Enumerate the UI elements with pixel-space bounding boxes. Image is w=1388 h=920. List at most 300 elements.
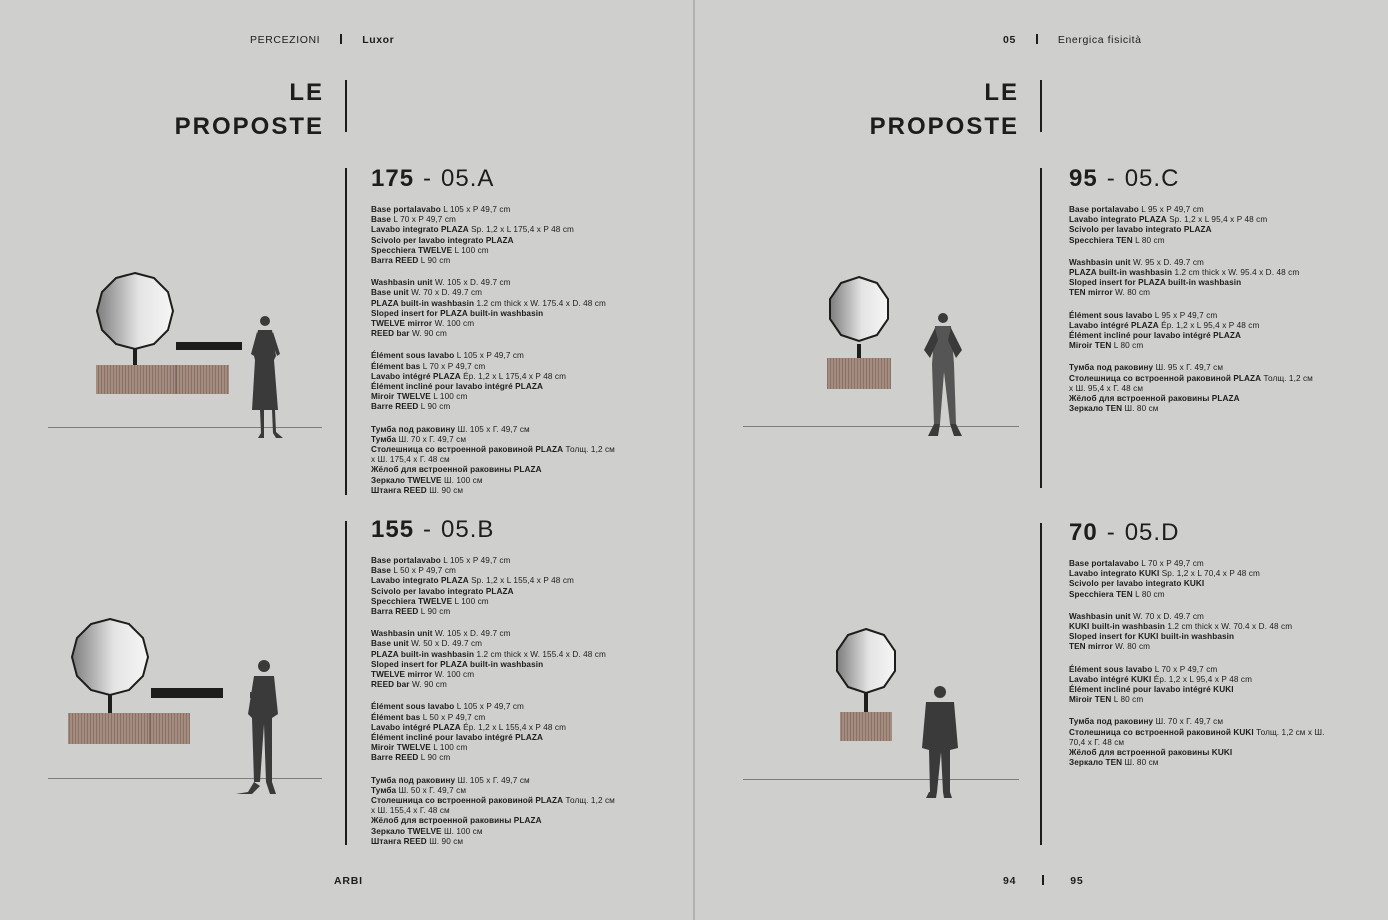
spec-line (371, 576, 671, 586)
spec-line (371, 713, 671, 723)
spec-item-name: Жёлоб для встроенной раковины PLAZA (1069, 394, 1240, 404)
spec-line (371, 702, 671, 712)
composition-code (371, 166, 671, 192)
spec-item-name: Lavabo intégré PLAZA (1069, 320, 1159, 330)
spec-line (1069, 642, 1369, 652)
spec-item-name: TWELVE mirror (371, 670, 433, 680)
spec-item-dimensions: Ép. 1,2 x L 155,4 x P 48 cm (460, 722, 567, 732)
section-divider (345, 521, 347, 845)
spec-item-dimensions: L 105 x P 49,7 cm (454, 702, 524, 712)
spec-line (1069, 685, 1369, 695)
footer-divider (1042, 875, 1044, 885)
slatted-cabinet (96, 365, 229, 394)
twelve-mirror (97, 273, 173, 349)
spec-line (1069, 738, 1369, 748)
spec-item-name: Élément incliné pour lavabo intégré KUKI (1069, 685, 1234, 695)
spec-item-name: Élément incliné pour lavabo intégré PLAZA (1069, 331, 1241, 341)
spec-line (371, 776, 671, 786)
person-figure (922, 686, 958, 798)
spec-item-name: Base portalavabo (371, 556, 441, 565)
spec-line (1069, 590, 1369, 600)
page-title-left (175, 76, 324, 144)
spec-line (371, 566, 671, 576)
spec-line (1069, 569, 1369, 579)
spec-item-dimensions: Толщ. 1,2 см (563, 796, 615, 806)
composition-code (371, 517, 671, 543)
spec-line (1069, 288, 1369, 298)
spec-item-name: Specchiera TWELVE (371, 596, 453, 606)
spec-item-name: Specchiera TWELVE (371, 245, 453, 255)
spec-line (371, 786, 671, 796)
spec-item-dimensions: L 70 x P 49,7 cm (420, 361, 486, 371)
spec-item-name: Sloped insert for PLAZA built-in washbasin (371, 659, 544, 669)
spec-item-dimensions: 70,4 x Г. 48 см (1069, 737, 1125, 747)
spec-item-dimensions: Толщ. 1,2 см x Ш. (1253, 727, 1325, 737)
spec-line (371, 806, 671, 816)
spec-item-dimensions: L 95 x P 49,7 cm (1152, 310, 1218, 320)
spec-item-name: Base unit (371, 639, 409, 649)
spec-line (371, 299, 671, 309)
spec-item-name: Столешница со встроенной раковиной PLAZA (371, 796, 564, 806)
spec-item-name: Зеркало TEN (1069, 758, 1123, 768)
page-title-right (870, 76, 1019, 144)
spec-line (371, 629, 671, 639)
spec-item-dimensions: 1.2 cm thick x W. 70.4 x D. 48 cm (1165, 622, 1293, 632)
spec-line (371, 278, 671, 288)
spec-item-name: Scivolo per lavabo integrato KUKI (1069, 579, 1205, 589)
spec-item-name: Тумба под раковину (371, 775, 456, 785)
spec-item-name: Жёлоб для встроенной раковины KUKI (1069, 748, 1233, 758)
spec-item-name: Жёлоб для встроенной раковины PLAZA (371, 816, 542, 826)
spec-item-name: Base portalavabo (1069, 205, 1139, 214)
spec-item-name: Lavabo integrato KUKI (1069, 569, 1160, 579)
spec-line (1069, 622, 1369, 632)
spec-line (371, 670, 671, 680)
spec-line (371, 288, 671, 298)
spec-item-dimensions: Ш. 105 x Г. 49,7 см (455, 775, 530, 785)
spec-line (1069, 258, 1369, 268)
spec-item-name: Lavabo intégré PLAZA (371, 722, 461, 732)
spec-item-dimensions: Ш. 70 x Г. 49,7 см (1153, 717, 1224, 727)
spec-group (1069, 665, 1369, 706)
spec-item-name: PLAZA built-in washbasin (1069, 268, 1173, 278)
spec-item-dimensions: L 80 cm (1132, 235, 1165, 245)
spec-line (1069, 758, 1369, 768)
spec-item-name: Lavabo integrato PLAZA (1069, 215, 1167, 225)
header-left (250, 34, 394, 46)
header-right (1003, 34, 1142, 46)
spec-line (1069, 632, 1369, 642)
spec-line (371, 660, 671, 670)
title-divider (1040, 80, 1042, 132)
spec-item-name: Scivolo per lavabo integrato PLAZA (371, 586, 514, 596)
spec-item-dimensions: Sp. 1,2 x L 155,4 x P 48 cm (468, 576, 574, 586)
title-line-1: LE (984, 79, 1019, 106)
spec-item-dimensions: L 80 cm (1111, 695, 1144, 705)
spec-item-dimensions: W. 80 cm (1112, 642, 1151, 652)
spec-item-name: Столешница со встроенной раковиной PLAZA (1069, 373, 1262, 383)
spec-item-name: TEN mirror (1069, 642, 1113, 652)
spec-line (371, 597, 671, 607)
spec-item-name: Base (371, 215, 391, 225)
spec-line (371, 476, 671, 486)
spec-item-dimensions: Ш. 70 x Г. 49,7 см (396, 434, 467, 444)
spec-item-name: Столешница со встроенной раковиной KUKI (1069, 727, 1254, 737)
spec-item-name: Тумба под раковину (1069, 717, 1154, 727)
header-theme: Energica fisicità (1057, 34, 1142, 46)
spec-item-name: Élément sous lavabo (1069, 310, 1153, 320)
spec-item-dimensions: x Ш. 95,4 x Г. 48 см (1069, 383, 1144, 393)
composition-code (1069, 166, 1369, 192)
section-divider (1040, 523, 1042, 845)
spec-group (371, 425, 671, 496)
spec-item-name: Base unit (371, 288, 409, 298)
spec-line (1069, 384, 1369, 394)
composition-illustration-b (64, 614, 334, 804)
spec-item-dimensions: Sp. 1,2 x L 95,4 x P 48 cm (1166, 215, 1268, 225)
spec-item-name: Зеркало TEN (1069, 404, 1123, 414)
spec-item-name: Base portalavabo (371, 205, 441, 214)
person-figure (236, 660, 278, 794)
spec-item-dimensions: L 100 cm (430, 743, 468, 753)
spec-item-dimensions: Толщ. 1,2 см (1261, 373, 1313, 383)
spec-item-dimensions: L 105 x P 49,7 cm (440, 205, 511, 214)
page-gutter (693, 0, 695, 920)
spec-line (1069, 675, 1369, 685)
spec-group (1069, 612, 1369, 653)
spec-line (1069, 695, 1369, 705)
footer-page-numbers (1003, 875, 1084, 887)
spec-group (371, 556, 671, 617)
spec-item-dimensions: L 90 cm (418, 402, 451, 412)
spec-item-name: Barre REED (371, 402, 419, 412)
spec-item-name: Lavabo integrato PLAZA (371, 576, 469, 586)
spec-item-dimensions: x Ш. 175,4 x Г. 48 см (371, 455, 450, 465)
header-brand: PERCEZIONI (250, 34, 321, 46)
spec-line (1069, 215, 1369, 225)
spec-item-dimensions: L 70 x P 49,7 cm (1152, 664, 1218, 674)
spec-line (371, 435, 671, 445)
spec-line (1069, 236, 1369, 246)
spec-line (371, 837, 671, 847)
spec-group (1069, 311, 1369, 352)
header-collection: Luxor (362, 34, 395, 46)
spec-line (371, 639, 671, 649)
spec-item-dimensions: W. 90 cm (409, 680, 447, 690)
spec-item-name: Тумба под раковину (1069, 363, 1154, 373)
spec-item-name: Base (371, 566, 391, 576)
spec-item-name: Штанга REED (371, 836, 427, 846)
spec-item-name: Зеркало TWELVE (371, 826, 442, 836)
spec-item-dimensions: L 100 cm (452, 596, 489, 606)
spec-item-name: Élément incliné pour lavabo intégré PLAZA (371, 382, 543, 392)
spec-item-dimensions: Ш. 90 см (426, 836, 464, 846)
spec-item-name: Washbasin unit (1069, 257, 1131, 267)
spec-line (371, 382, 671, 392)
spec-line (371, 215, 671, 225)
spec-item-name: Lavabo integrato PLAZA (371, 225, 469, 235)
code-dash: - (1106, 519, 1116, 546)
spec-line (371, 236, 671, 246)
spec-line (371, 816, 671, 826)
spec-item-dimensions: 1.2 cm thick x W. 155.4 x D. 48 cm (474, 649, 606, 659)
spec-group (371, 702, 671, 763)
code-dash: - (423, 165, 433, 192)
slatted-cabinet (840, 712, 892, 741)
spec-item-name: Élément bas (371, 712, 421, 722)
spec-line (1069, 278, 1369, 288)
spec-line (371, 753, 671, 763)
code-dash: - (1106, 165, 1116, 192)
person-figure (924, 313, 962, 436)
spec-group (1069, 717, 1369, 768)
section-divider (1040, 168, 1042, 488)
spec-line (371, 733, 671, 743)
spec-item-dimensions: W. 90 cm (409, 329, 447, 339)
spec-line (371, 587, 671, 597)
composition-size: 175 (371, 165, 415, 192)
spec-line (371, 743, 671, 753)
spec-line (371, 392, 671, 402)
spec-item-dimensions: L 100 cm (430, 392, 468, 402)
spec-line (1069, 404, 1369, 414)
spec-group (371, 776, 671, 847)
spec-item-name: Miroir TWELVE (371, 392, 431, 402)
spec-item-name: Scivolo per lavabo integrato PLAZA (1069, 225, 1212, 235)
section-divider (345, 168, 347, 495)
spec-item-dimensions: Sp. 1,2 x L 70,4 x P 48 cm (1159, 569, 1260, 579)
title-line-2: PROPOSTE (174, 113, 324, 140)
spec-item-name: Élément sous lavabo (371, 702, 455, 712)
spec-item-dimensions: Ш. 80 см (1122, 404, 1159, 414)
spec-item-dimensions: L 90 cm (418, 256, 451, 266)
spec-item-dimensions: W. 70 x D. 49.7 cm (408, 288, 483, 298)
spec-item-name: Miroir TEN (1069, 341, 1112, 351)
spec-item-name: Lavabo intégré KUKI (1069, 674, 1152, 684)
spec-line (371, 246, 671, 256)
spec-item-name: Штанга REED (371, 485, 427, 495)
spec-item-dimensions: L 80 cm (1132, 589, 1165, 599)
composition-05b (371, 517, 671, 859)
composition-code-label: 05.D (1124, 519, 1180, 546)
spec-line (371, 329, 671, 339)
spec-item-dimensions: L 70 x P 49,7 cm (1138, 559, 1204, 568)
spec-item-dimensions: W. 105 x D. 49.7 cm (432, 629, 511, 639)
spec-item-name: Столешница со встроенной раковиной PLAZA (371, 445, 564, 455)
spec-item-dimensions: L 95 x P 49,7 cm (1138, 205, 1204, 214)
slatted-cabinet (68, 713, 190, 744)
page-number-right: 95 (1070, 875, 1084, 887)
composition-size: 70 (1069, 519, 1098, 546)
spec-item-dimensions: Ép. 1,2 x L 175,4 x P 48 cm (460, 371, 567, 381)
header-chapter-number: 05 (1003, 34, 1016, 46)
spec-item-dimensions: W. 50 x D. 49.7 cm (408, 639, 483, 649)
spec-line (371, 362, 671, 372)
slatted-cabinet (827, 358, 891, 389)
spec-item-name: Washbasin unit (1069, 611, 1131, 621)
spec-item-name: Washbasin unit (371, 629, 433, 639)
composition-05d (1069, 520, 1369, 780)
person-figure (251, 316, 283, 438)
spec-line (1069, 331, 1369, 341)
composition-illustration-d (830, 624, 980, 800)
composition-code-label: 05.B (441, 516, 495, 543)
spec-item-dimensions: Ш. 105 x Г. 49,7 см (455, 424, 530, 434)
spec-item-dimensions: Толщ. 1,2 см (563, 445, 615, 455)
spec-group (1069, 258, 1369, 299)
title-line-2: PROPOSTE (869, 113, 1019, 140)
spec-item-dimensions: L 105 x P 49,7 cm (440, 556, 511, 565)
spec-line (1069, 321, 1369, 331)
spec-group (371, 351, 671, 412)
spec-item-name: Lavabo intégré PLAZA (371, 371, 461, 381)
spec-item-name: KUKI built-in washbasin (1069, 622, 1166, 632)
spec-item-name: REED bar (371, 329, 410, 339)
page-number-left: 94 (1003, 875, 1017, 887)
spec-line (371, 556, 671, 566)
spec-item-dimensions: L 70 x P 49,7 cm (390, 215, 456, 225)
spec-item-name: Washbasin unit (371, 278, 433, 288)
spec-item-dimensions: Ш. 90 см (426, 485, 464, 495)
header-divider (1036, 34, 1038, 44)
spec-line (1069, 225, 1369, 235)
spec-item-name: Élément incliné pour lavabo intégré PLAZA (371, 733, 543, 743)
spec-line (371, 319, 671, 329)
spec-line (371, 827, 671, 837)
spec-item-name: Тумба под раковину (371, 424, 456, 434)
ten-mirror (837, 629, 895, 693)
spec-item-name: Зеркало TWELVE (371, 475, 442, 485)
ten-mirror (830, 277, 888, 341)
spec-item-name: Scivolo per lavabo integrato PLAZA (371, 235, 514, 245)
spec-item-name: Specchiera TEN (1069, 589, 1133, 599)
spec-item-dimensions: Ш. 95 x Г. 49,7 см (1153, 363, 1224, 373)
spec-item-name: Sloped insert for KUKI built-in washbasin (1069, 632, 1235, 642)
spec-group (371, 629, 671, 690)
spec-line (371, 425, 671, 435)
spec-line (1069, 748, 1369, 758)
spec-line (1069, 665, 1369, 675)
spec-item-dimensions: W. 80 cm (1112, 288, 1151, 298)
spec-group (1069, 205, 1369, 246)
spec-line (1069, 363, 1369, 373)
reed-bar (151, 688, 223, 698)
spec-line (1069, 374, 1369, 384)
spec-item-dimensions: Sp. 1,2 x L 175,4 x P 48 cm (468, 225, 574, 235)
spec-item-name: Élément sous lavabo (371, 351, 455, 361)
spec-group (371, 205, 671, 266)
spec-item-dimensions: Ш. 100 см (441, 826, 483, 836)
spec-item-dimensions: L 50 x P 49,7 cm (420, 712, 486, 722)
spec-item-dimensions: W. 105 x D. 49.7 cm (432, 278, 511, 288)
spec-line (371, 650, 671, 660)
spec-item-name: Barra REED (371, 607, 419, 617)
spec-line (371, 455, 671, 465)
spec-item-name: Barre REED (371, 753, 419, 763)
spec-item-dimensions: 1.2 cm thick x W. 175.4 x D. 48 cm (474, 298, 606, 308)
spec-line (371, 465, 671, 475)
spec-line (1069, 341, 1369, 351)
spec-item-dimensions: Ш. 80 см (1122, 758, 1159, 768)
spec-item-name: TEN mirror (1069, 288, 1113, 298)
spec-line (371, 225, 671, 235)
spec-item-name: Élément bas (371, 361, 421, 371)
spec-line (371, 680, 671, 690)
spec-line (371, 607, 671, 617)
spec-item-name: Жёлоб для встроенной раковины PLAZA (371, 465, 542, 475)
spec-item-name: Base portalavabo (1069, 559, 1139, 568)
title-divider (345, 80, 347, 132)
header-divider (340, 34, 342, 44)
spec-item-dimensions: L 105 x P 49,7 cm (454, 351, 524, 361)
spec-line (371, 351, 671, 361)
spec-line (371, 723, 671, 733)
spec-item-dimensions: Ш. 100 см (441, 475, 483, 485)
composition-code-label: 05.C (1124, 165, 1180, 192)
spec-item-name: Тумба (371, 434, 397, 444)
spec-line (1069, 559, 1369, 569)
spec-item-dimensions: W. 70 x D. 49.7 cm (1130, 611, 1204, 621)
composition-size: 155 (371, 516, 415, 543)
spec-item-name: Miroir TWELVE (371, 743, 431, 753)
composition-illustration-a (90, 268, 300, 448)
spec-item-dimensions: W. 95 x D. 49.7 cm (1130, 257, 1204, 267)
spec-group (1069, 363, 1369, 414)
spec-line (371, 402, 671, 412)
spec-line (371, 796, 671, 806)
spec-item-dimensions: L 80 cm (1111, 341, 1144, 351)
spec-group (1069, 559, 1369, 600)
spec-line (1069, 579, 1369, 589)
spec-line (1069, 717, 1369, 727)
spec-item-name: Barra REED (371, 256, 419, 266)
spec-group (371, 278, 671, 339)
spec-line (371, 372, 671, 382)
spec-item-dimensions: Ép. 1,2 x L 95,4 x P 48 cm (1151, 674, 1252, 684)
composition-05c (1069, 166, 1369, 426)
spec-item-name: TWELVE mirror (371, 319, 433, 329)
spec-item-name: Specchiera TEN (1069, 235, 1133, 245)
spec-item-name: REED bar (371, 680, 410, 690)
code-dash: - (423, 516, 433, 543)
spec-item-dimensions: L 90 cm (418, 753, 451, 763)
spec-item-dimensions: L 90 cm (418, 607, 451, 617)
spec-item-name: Sloped insert for PLAZA built-in washbasin (371, 308, 544, 318)
spec-line (371, 256, 671, 266)
spec-item-name: Miroir TEN (1069, 695, 1112, 705)
spec-line (1069, 311, 1369, 321)
composition-illustration-c (822, 272, 992, 444)
spec-line (1069, 612, 1369, 622)
spec-line (371, 486, 671, 496)
footer-brand: ARBI (334, 875, 363, 887)
spec-item-dimensions: W. 100 cm (432, 319, 475, 329)
spec-item-dimensions: Ш. 50 x Г. 49,7 см (396, 785, 467, 795)
reed-bar (176, 342, 242, 350)
composition-code-label: 05.A (441, 165, 495, 192)
composition-size: 95 (1069, 165, 1098, 192)
spec-item-dimensions: x Ш. 155,4 x Г. 48 см (371, 806, 450, 816)
spec-line (1069, 728, 1369, 738)
spec-item-dimensions: W. 100 cm (432, 670, 475, 680)
composition-code (1069, 520, 1369, 546)
spec-item-dimensions: Ép. 1,2 x L 95,4 x P 48 cm (1158, 320, 1260, 330)
spec-line (1069, 394, 1369, 404)
spec-item-name: Sloped insert for PLAZA built-in washbasin (1069, 278, 1242, 288)
spec-line (371, 309, 671, 319)
spec-line (1069, 205, 1369, 215)
spec-item-name: PLAZA built-in washbasin (371, 649, 475, 659)
